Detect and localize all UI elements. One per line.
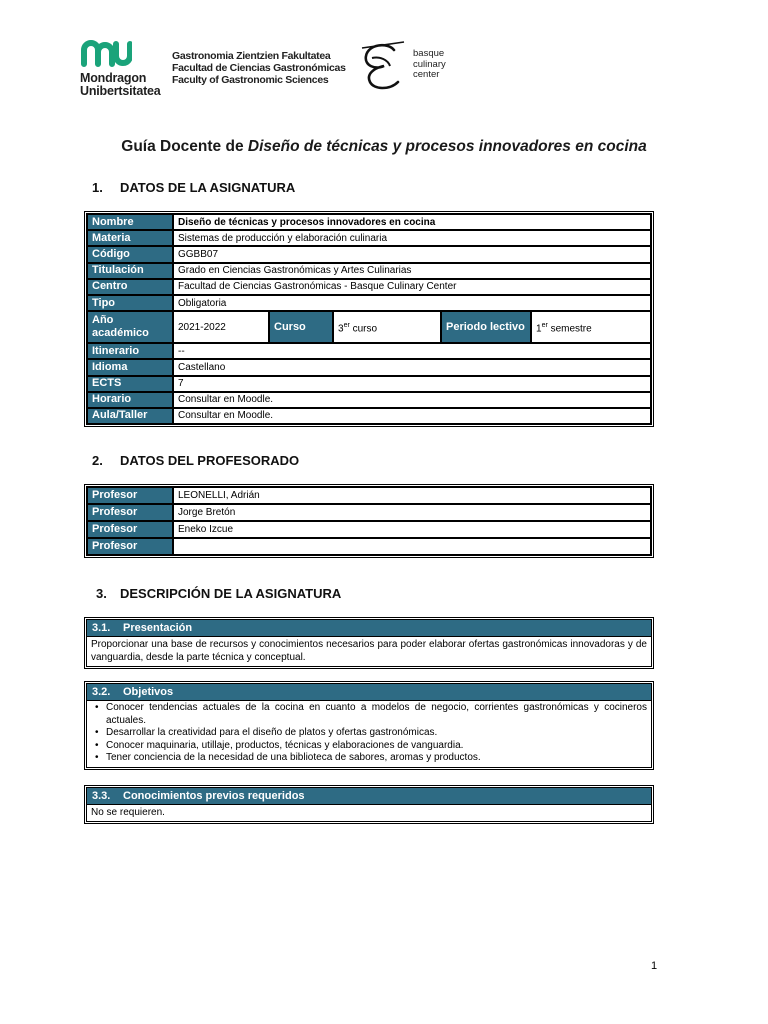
table-row [87,295,651,311]
professor-name: LEONELLI, Adrián [173,487,651,504]
professor-name: Jorge Bretón [173,504,651,521]
row-label: Itinerario [87,343,173,359]
section-3-heading: 3. DESCRIPCIÓN DE LA ASIGNATURA [96,586,342,601]
objectives-list [91,702,647,765]
professor-name [173,538,651,555]
row-label: Titulación [87,263,173,279]
row-value: Obligatoria [173,295,651,311]
row-value: Grado en Ciencias Gastronómicas y Artes Culinarias [173,263,651,279]
row-value: 7 [173,376,651,392]
row-label: Centro [87,279,173,295]
table-row [87,504,651,521]
table-row-year [87,311,651,343]
faculty-name-en: Faculty of Gastronomic Sciences [172,74,329,86]
row-value: Sistemas de producción y elaboración culinaria [173,230,651,246]
table-row [87,263,651,279]
page-header [80,36,680,98]
objectives-header: 3.2. Objetivos [87,684,651,701]
table-row [87,538,651,555]
subject-data-table [86,213,652,425]
table-row [87,214,651,230]
faculty-names [172,50,346,86]
curso-label: Curso [269,311,333,343]
periodo-value: 1er semestre [531,311,651,343]
row-value: Facultad de Ciencias Gastronómicas - Basque Culinary Center [173,279,651,295]
row-value: Consultar en Moodle. [173,392,651,408]
faculty-name-es: Facultad de Ciencias Gastronómicas [172,62,346,74]
row-label: Nombre [87,214,173,230]
table-row [87,343,651,359]
row-label: ECTS [87,376,173,392]
section-1-heading: 1. DATOS DE LA ASIGNATURA [92,180,296,195]
curso-value: 3er curso [333,311,441,343]
list-item: • Desarrollar la creatividad para el diseño de platos y ofertas gastronómicas. [106,727,647,740]
row-value: Castellano [173,359,651,375]
row-label: Idioma [87,359,173,375]
objectives-box [86,683,652,768]
subject-name-value: Diseño de técnicas y procesos innovadores en cocina [173,214,651,230]
mondragon-logo-icon [80,38,132,68]
table-row [87,376,651,392]
row-value: Consultar en Moodle. [173,408,651,424]
prerequisites-box [86,787,652,822]
row-label: Profesor [87,521,173,538]
university-name: Mondragon Unibertsitatea [80,71,161,98]
section-2-heading: 2. DATOS DEL PROFESORADO [92,453,300,468]
list-item: • Conocer tendencias actuales de la cocina en cuanto a modelos de negocio, corrientes gastronómicas y cocineros actuales. [106,702,647,727]
professor-name: Eneko Izcue [173,521,651,538]
table-row [87,279,651,295]
row-label: Profesor [87,504,173,521]
row-label: Profesor [87,487,173,504]
row-label: Código [87,246,173,262]
table-row [87,230,651,246]
page-number: 1 [651,960,658,972]
academic-year-value: 2021-2022 [173,311,269,343]
academic-year-label: Año académico [87,311,173,343]
presentation-header: 3.1. Presentación [87,620,651,637]
periodo-label: Periodo lectivo [441,311,531,343]
professors-table [86,486,652,556]
row-label: Aula/Taller [87,408,173,424]
list-item: • Conocer maquinaria, utillaje, productos, técnicas y elaboraciones de vanguardia. [106,740,647,753]
table-row [87,246,651,262]
row-label: Materia [87,230,173,246]
table-row [87,521,651,538]
row-label: Horario [87,392,173,408]
presentation-box [86,619,652,667]
basque-culinary-center-logo-icon [360,40,408,92]
prerequisites-text: No se requieren. [91,807,165,818]
row-value: -- [173,343,651,359]
table-row [87,487,651,504]
table-row [87,359,651,375]
row-label: Profesor [87,538,173,555]
prerequisites-header: 3.3. Conocimientos previos requeridos [87,788,651,805]
table-row [87,392,651,408]
bcc-name: basque culinary center [413,48,446,80]
row-label: Tipo [87,295,173,311]
list-item: • Tener conciencia de la necesidad de una biblioteca de sabores, aromas y productos. [106,752,647,765]
faculty-name-eu: Gastronomia Zientzien Fakultatea [172,50,331,62]
row-value: GGBB07 [173,246,651,262]
presentation-text: Proporcionar una base de recursos y conocimientos necesarios para poder elaborar ofertas gastronómicas innovadoras y de vanguardia, desde la parte técnica y conceptual. [91,639,647,663]
table-row [87,408,651,424]
document-title: Guía Docente de Diseño de técnicas y procesos innovadores en cocina [121,138,647,155]
